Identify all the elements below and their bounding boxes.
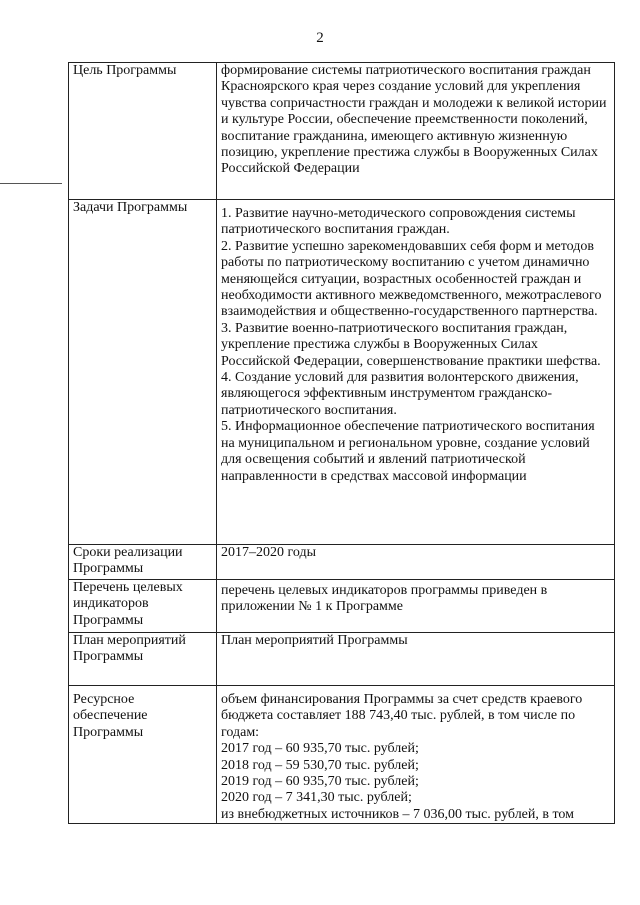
table-row bbox=[69, 545, 615, 580]
table-row bbox=[69, 63, 615, 200]
program-passport-table bbox=[68, 62, 615, 824]
task-item: 3. Развитие военно-патриотического воспитания граждан, укрепление престижа службы в Вооруженных Силах Российской Федерации, совершенствование практики шефства. bbox=[221, 320, 601, 369]
task-item: 5. Информационное обеспечение патриотического воспитания на муниципальном и региональном уровне, создание условий для освещения событий и явлений патриотической направленности в средствах массовой информации bbox=[221, 419, 595, 484]
task-item: 1. Развитие научно-методического сопровождения системы патриотического воспитания граждан. bbox=[221, 206, 576, 238]
table-row bbox=[69, 200, 615, 545]
table-row bbox=[69, 633, 615, 686]
row-label: Перечень целевых индикаторов Программы bbox=[69, 580, 217, 633]
row-label: Ресурсное обеспечение Программы bbox=[69, 686, 217, 824]
financing-line: объем финансирования Программы за счет средств краевого бюджета составляет 188 743,40 тыс. рублей, в том числе по годам: bbox=[221, 692, 583, 740]
row-label: План мероприятий Программы bbox=[69, 633, 217, 686]
row-label: Цель Программы bbox=[69, 63, 217, 200]
task-item: 2. Развитие успешно зарекомендовавших себя форм и методов работы по патриотическому воспитанию с учетом динамично меняющейся ситуации, возрастных особенностей граждан и необходимости активного межведомственного, межотраслевого взаимодействия и общественно-государственного партнерства. bbox=[221, 238, 602, 320]
row-label: Задачи Программы bbox=[69, 200, 217, 545]
task-item: 4. Создание условий для развития волонтерского движения, являющегося эффективным инструментом гражданско-патриотического воспитания. bbox=[221, 370, 579, 418]
margin-rule bbox=[0, 183, 62, 184]
table-row bbox=[69, 580, 615, 633]
financing-line: 2019 год – 60 935,70 тыс. рублей; bbox=[221, 774, 419, 790]
financing-line: 2020 год – 7 341,30 тыс. рублей; bbox=[221, 790, 412, 806]
row-value: 2017–2020 годы bbox=[217, 545, 615, 580]
row-value: перечень целевых индикаторов программы приведен в приложении № 1 к Программе bbox=[217, 580, 615, 633]
page-number: 2 bbox=[316, 30, 324, 46]
financing-line: 2018 год – 59 530,70 тыс. рублей; bbox=[221, 757, 419, 773]
financing-line: 2017 год – 60 935,70 тыс. рублей; bbox=[221, 741, 419, 757]
table-row bbox=[69, 686, 615, 824]
row-value: План мероприятий Программы bbox=[217, 633, 615, 686]
financing-line: из внебюджетных источников – 7 036,00 тыс. рублей, в том bbox=[221, 806, 575, 822]
row-label: Сроки реализации Программы bbox=[69, 545, 217, 580]
row-value: формирование системы патриотического воспитания граждан Красноярского края через создание условий для укрепления чувства сопричастности граждан и молодежи к великой истории и культуре России, обеспечение преемственности поколений, воспитание гражданина, имеющего активную жизненную позицию, укрепление престижа службы в Вооруженных Силах Российской Федерации bbox=[217, 63, 615, 200]
row-value bbox=[217, 686, 615, 824]
row-value bbox=[217, 200, 615, 545]
